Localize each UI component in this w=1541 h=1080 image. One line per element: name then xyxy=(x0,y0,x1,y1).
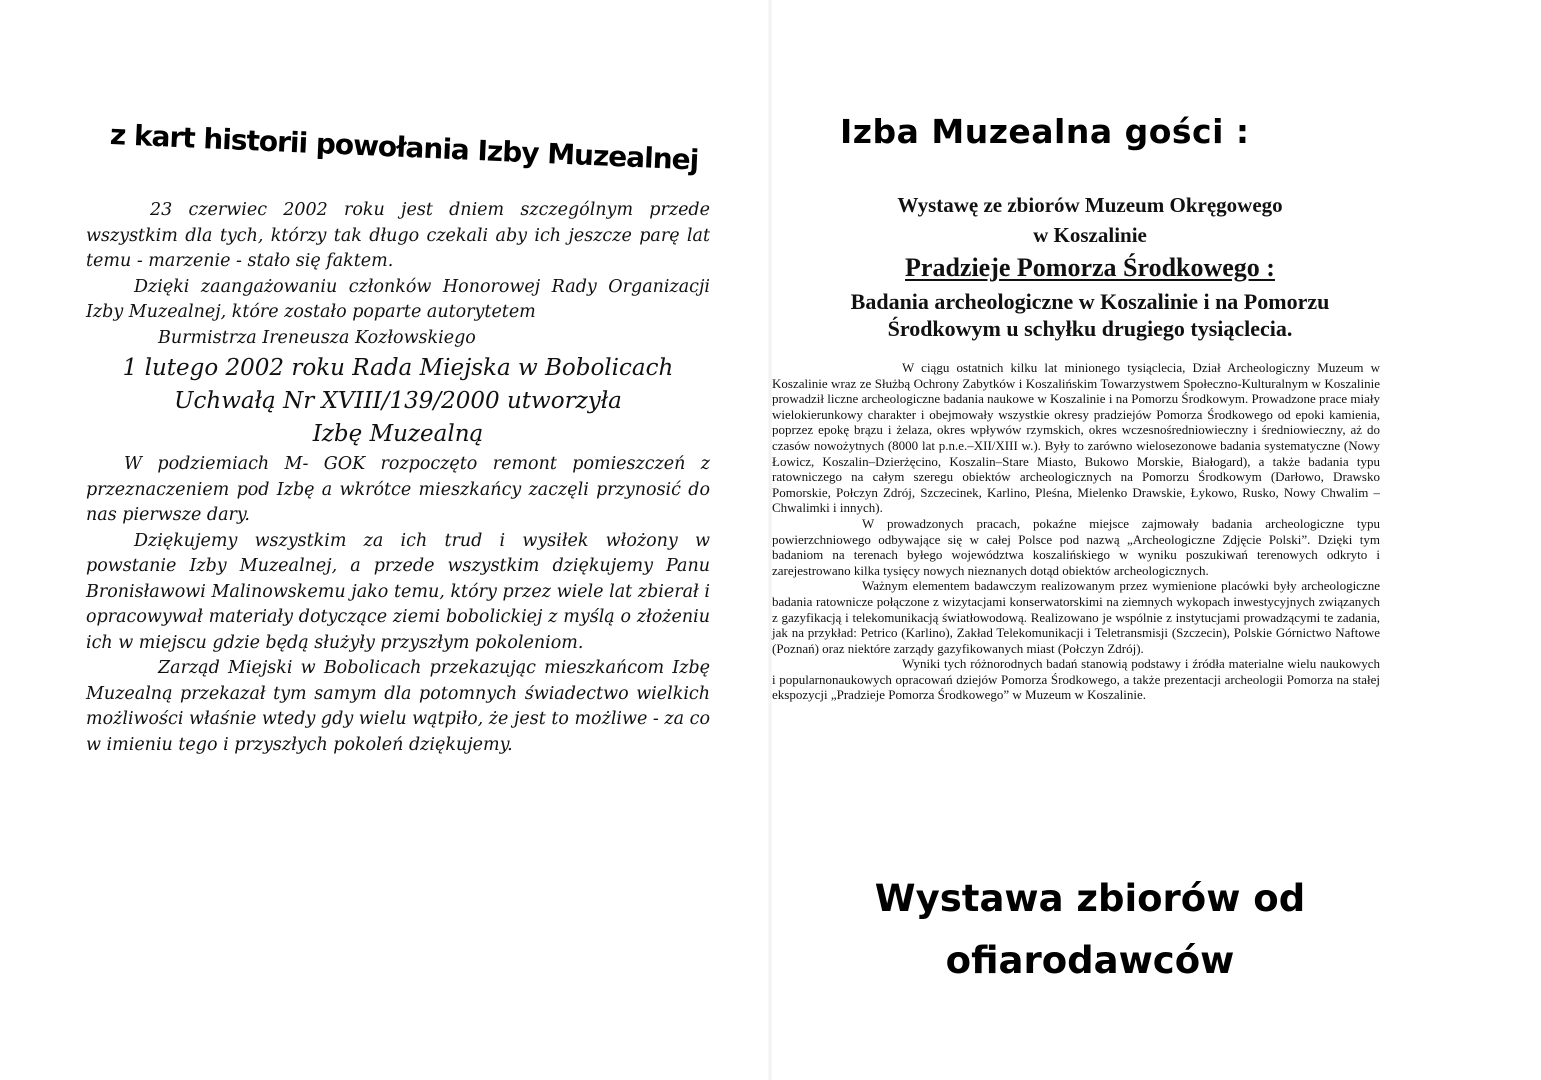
paragraph-1: 23 czerwiec 2002 roku jest dniem szczególnym przede wszystkim dla tych, którzy tak długo czekali aby ich jeszcze parę lat temu - marzenie - stało się faktem. xyxy=(86,200,710,271)
paragraph-2-line-2: Burmistrza Ireneusza Kozłowskiego xyxy=(158,327,476,348)
paragraph-5: Zarząd Miejski w Bobolicach przekazując mieszkańcom Izbę Muzealną przekazał tym samym dla potomnych świadectwo wielkich możliwości właśnie wtedy gdy wielu wątpiło, że jest to możliwe - za co w imieniu tego i przyszłych pokoleń dziękujemy. xyxy=(86,658,710,755)
donors-exhibition-title xyxy=(790,868,1390,992)
resolution-line-1: 1 lutego 2002 roku Rada Miejska w Bobolicach xyxy=(122,355,674,381)
exhibition-subtitle-line-2: Środkowym u schyłku drugiego tysiąclecia. xyxy=(887,316,1293,341)
article-paragraph: Wyniki tych różnorodnych badań stanowią podstawy i źródła materialne wielu naukowych i popularnonaukowych opracowań dziejów Pomorza Środkowego, a także prezentacji archeologii Pomorza na stałej ekspozycji „Pradzieje Pomorza Środkowego” w Muzeum w Koszalinie. xyxy=(772,656,1380,703)
exhibition-intro xyxy=(810,190,1370,250)
paragraph-3: W podziemiach M- GOK rozpoczęto remont pomieszczeń z przeznaczeniem pod Izbę a wkrótce mieszkańcy zaczęli przynosić do nas pierwsze dary. xyxy=(86,454,710,525)
paragraph-4: Dziękujemy wszystkim za ich trud i wysiłek włożony w powstanie Izby Muzealnej, a przede wszystkim dziękujemy Panu Bronisławowi Malinowskemu jako temu, który przez wiele lat zbierał i opracowywał materiały dotyczące ziemi bobolickiej z myślą o złożeniu ich w miejscu gdzie będą służyły przyszłym pokoleniom. xyxy=(86,530,710,653)
donors-exhibition-title-line-2: ofiarodawców xyxy=(945,939,1235,982)
article xyxy=(772,360,1380,703)
resolution-line-2: Uchwałą Nr XVIII/139/2000 utworzyła xyxy=(174,388,622,414)
left-page xyxy=(0,0,770,1080)
exhibition-subtitle xyxy=(800,288,1380,342)
paragraph-2: Dzięki zaangażowaniu członków Honorowej Rady Organizacji Izby Muzealnej, które zostało poparte autorytetem xyxy=(86,276,710,322)
resolution-line-3: Izbę Muzealną xyxy=(312,421,484,447)
article-paragraph: W ciągu ostatnich kilku lat minionego tysiąclecia, Dział Archeologiczny Muzeum w Koszalinie wraz ze Służbą Ochrony Zabytków i Koszalińskim Towarzystwem Społeczno-Kulturalnym w Koszalinie prowadził liczne archeologiczne badania naukowe w Koszalinie i na Pomorzu Środkowym. Prowadzone prace miały wielokierunkowy charakter i obejmowały wszystkie okresy pradziejów Pomorza Środkowego od epoki kamienia, poprzez epokę brązu i żelaza, okres wpływów rzymskich, okres wczesnośredniowieczny i średniowieczny, aż do czasów nowożytnych (8000 lat p.n.e.–XII/XIII w.). Były to zarówno wielosezonowe badania systematyczne (Nowy Łowicz, Koszalin–Dzierżęcino, Koszalin–Stare Miasto, Bukowo Morskie, Białogard), a także badania typu ratowniczego na całym szeregu obiektów archeologicznych na Pomorzu Środkowym (Darłowo, Drawsko Pomorskie, Połczyn Zdrój, Szczecinek, Karlino, Pleśna, Mielenko Drawskie, Łykowo, Rusko, Nowy Chwalim – Chwalimki i innych). xyxy=(772,360,1380,516)
right-page xyxy=(770,0,1541,1080)
exhibition-intro-line-2: w Koszalinie xyxy=(1033,223,1147,247)
exhibition-subtitle-line-1: Badania archeologiczne w Koszalinie i na Pomorzu xyxy=(850,289,1330,314)
exhibition-intro-line-1: Wystawę ze zbiorów Muzeum Okręgowego xyxy=(897,193,1283,217)
donors-exhibition-title-line-1: Wystawa zbiorów od xyxy=(874,877,1306,920)
left-page-title: z kart historii powołania Izby Muzealnej xyxy=(109,118,699,177)
left-page-body xyxy=(86,198,710,758)
exhibition-name xyxy=(810,252,1370,284)
exhibition-name-text: Pradzieje Pomorza Środkowego : xyxy=(905,253,1275,282)
right-page-title: Izba Muzealna gości : xyxy=(840,112,1250,151)
article-paragraph: W prowadzonych pracach, pokaźne miejsce zajmowały badania archeologiczne typu powierzchniowego odbywające się w całej Polsce pod nazwą „Archeologiczne Zdjęcie Polski”. Dzięki tym badaniom na terenach byłego województwa koszalińskiego w wyniku poszukiwań terenowych odkryto i zarejestrowano kilka tysięcy nowych nieznanych dotąd obiektów archeologicznych. xyxy=(772,515,1380,578)
article-paragraph: Ważnym elementem badawczym realizowanym przez wymienione placówki były archeologiczne badania ratownicze połączone z wizytacjami konserwatorskimi na ziemnych wykopach inwestycyjnych związanych z gazyfikacją i telekomunikacją światłowodową. Realizowano je wspólnie z instytucjami prowadzącymi te zadania, jak na przykład: Petrico (Karlino), Zakład Telekomunikacji i Teletransmisji (Szczecin), Polskie Górnictwo Naftowe (Poznań) oraz niektóre zarządy gazyfikowanych miast (Połczyn Zdrój). xyxy=(772,578,1380,656)
